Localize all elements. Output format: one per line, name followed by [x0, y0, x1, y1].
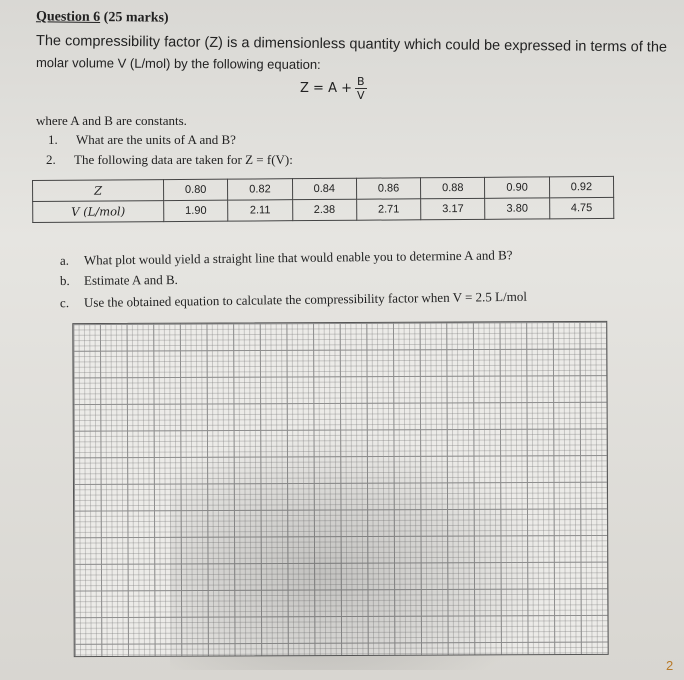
subquestions [59, 247, 528, 313]
subquestion-text: Use the obtained equation to calculate the compressibility factor when V = 2.5 L/mol [83, 288, 528, 310]
subquestion-text: Estimate A and B. [83, 272, 178, 288]
equation [300, 75, 367, 102]
equation-denominator: V [356, 89, 365, 102]
equation-left: Z = A + [300, 81, 352, 96]
table-cell: 0.86 [356, 178, 420, 199]
question-marks: (25 marks) [100, 9, 169, 26]
question-intro-line-2: molar volume V (L/mol) by the following equation: [35, 55, 321, 72]
question-intro-line-1: The compressibility factor (Z) is a dimensionless quantity which could be expressed in terms of the [35, 33, 668, 56]
question-number: Question 6 [35, 9, 101, 25]
item-text: What are the units of A and B? [76, 132, 236, 147]
table-cell: 0.82 [228, 179, 292, 200]
table-cell: 0.92 [549, 176, 613, 197]
subquestion-label: c. [59, 295, 70, 311]
graph-paper-grid [72, 321, 608, 657]
subquestion-label: b. [59, 272, 70, 289]
where-text: where A and B are constants. [36, 113, 187, 128]
subquestion-label: a. [59, 252, 70, 268]
question-item-2 [46, 152, 293, 168]
table-cell: 0.88 [421, 177, 485, 198]
table-row-v [33, 197, 614, 222]
table-cell: 3.17 [421, 198, 485, 219]
question-item-1 [48, 132, 236, 148]
table-cell: 3.80 [485, 198, 549, 219]
data-table [32, 176, 614, 223]
item-number: 1. [48, 132, 58, 147]
table-cell: 4.75 [549, 197, 613, 218]
equation-numerator: B [356, 75, 365, 88]
table-cell: 0.80 [164, 179, 228, 200]
table-cell: 1.90 [164, 200, 228, 221]
table-row-label: V (L/mol) [33, 201, 164, 223]
page-number: 2 [666, 658, 674, 673]
item-text: The following data are taken for Z = f(V): [74, 152, 293, 167]
question-title [36, 9, 169, 26]
table-cell: 2.38 [292, 199, 356, 220]
table-row-label: Z [33, 180, 164, 202]
table-cell: 2.11 [228, 200, 292, 221]
table-cell: 0.84 [292, 178, 356, 199]
subquestion-text: What plot would yield a straight line that would enable you to determine A and B? [83, 247, 513, 268]
table-cell: 2.71 [356, 199, 420, 220]
item-number: 2. [46, 152, 56, 167]
equation-fraction [355, 75, 367, 102]
table-cell: 0.90 [485, 177, 549, 198]
